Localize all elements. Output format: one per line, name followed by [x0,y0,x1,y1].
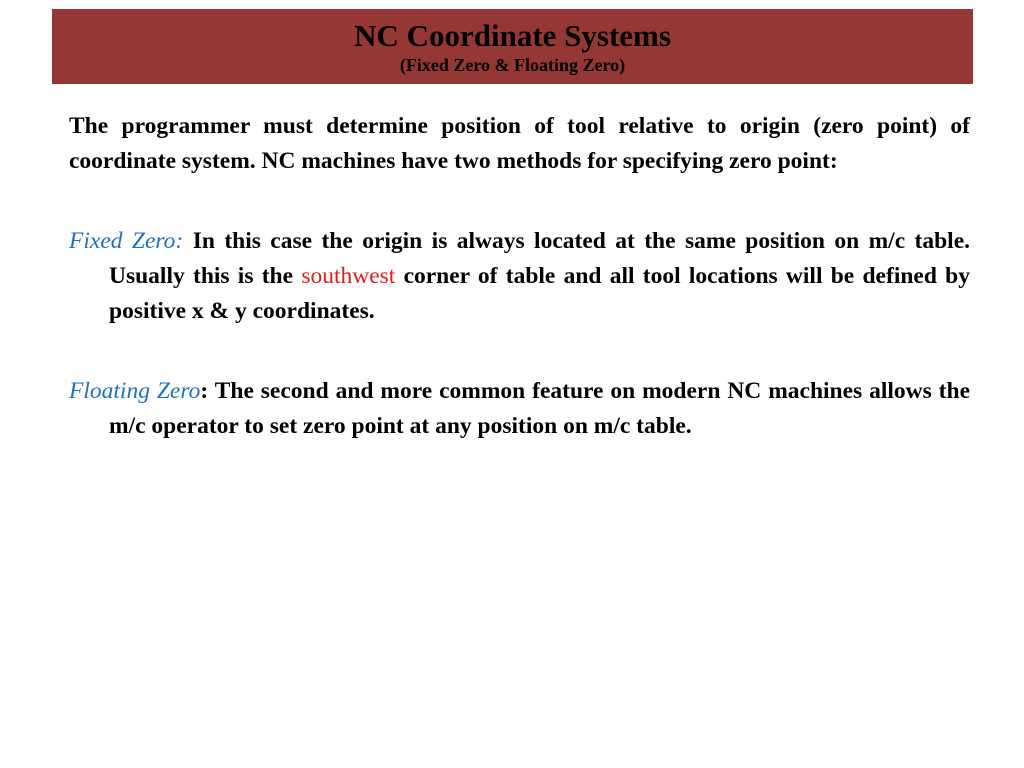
floating-zero-term: Floating Zero [69,378,201,404]
slide-content [69,109,970,444]
intro-paragraph: The programmer must determine position of tool relative to origin (zero point) of coordinate system. NC machines have two methods for specifying zero point: [69,113,970,174]
slide-subtitle: (Fixed Zero & Floating Zero) [399,55,626,75]
slide-title: NC Coordinate Systems [354,18,671,53]
floating-zero-text-before: The second and more common feature on modern NC machines allows the m/c operator to set zero point at any position on m/c table. [109,378,971,439]
southwest-highlight: southwest [301,263,396,289]
fixed-zero-term: Fixed Zero: [69,228,184,254]
floating-zero-paragraph [69,374,970,444]
fixed-zero-text-before: In this case the origin is always located at the same position on m/c table. Usually this is the [109,228,971,289]
fixed-zero-text-after: corner of table and all tool locations will be defined by positive x & y coordinates. [109,263,970,324]
floating-zero-colon: : [200,378,209,404]
title-bar [52,9,973,84]
fixed-zero-paragraph [69,224,970,329]
